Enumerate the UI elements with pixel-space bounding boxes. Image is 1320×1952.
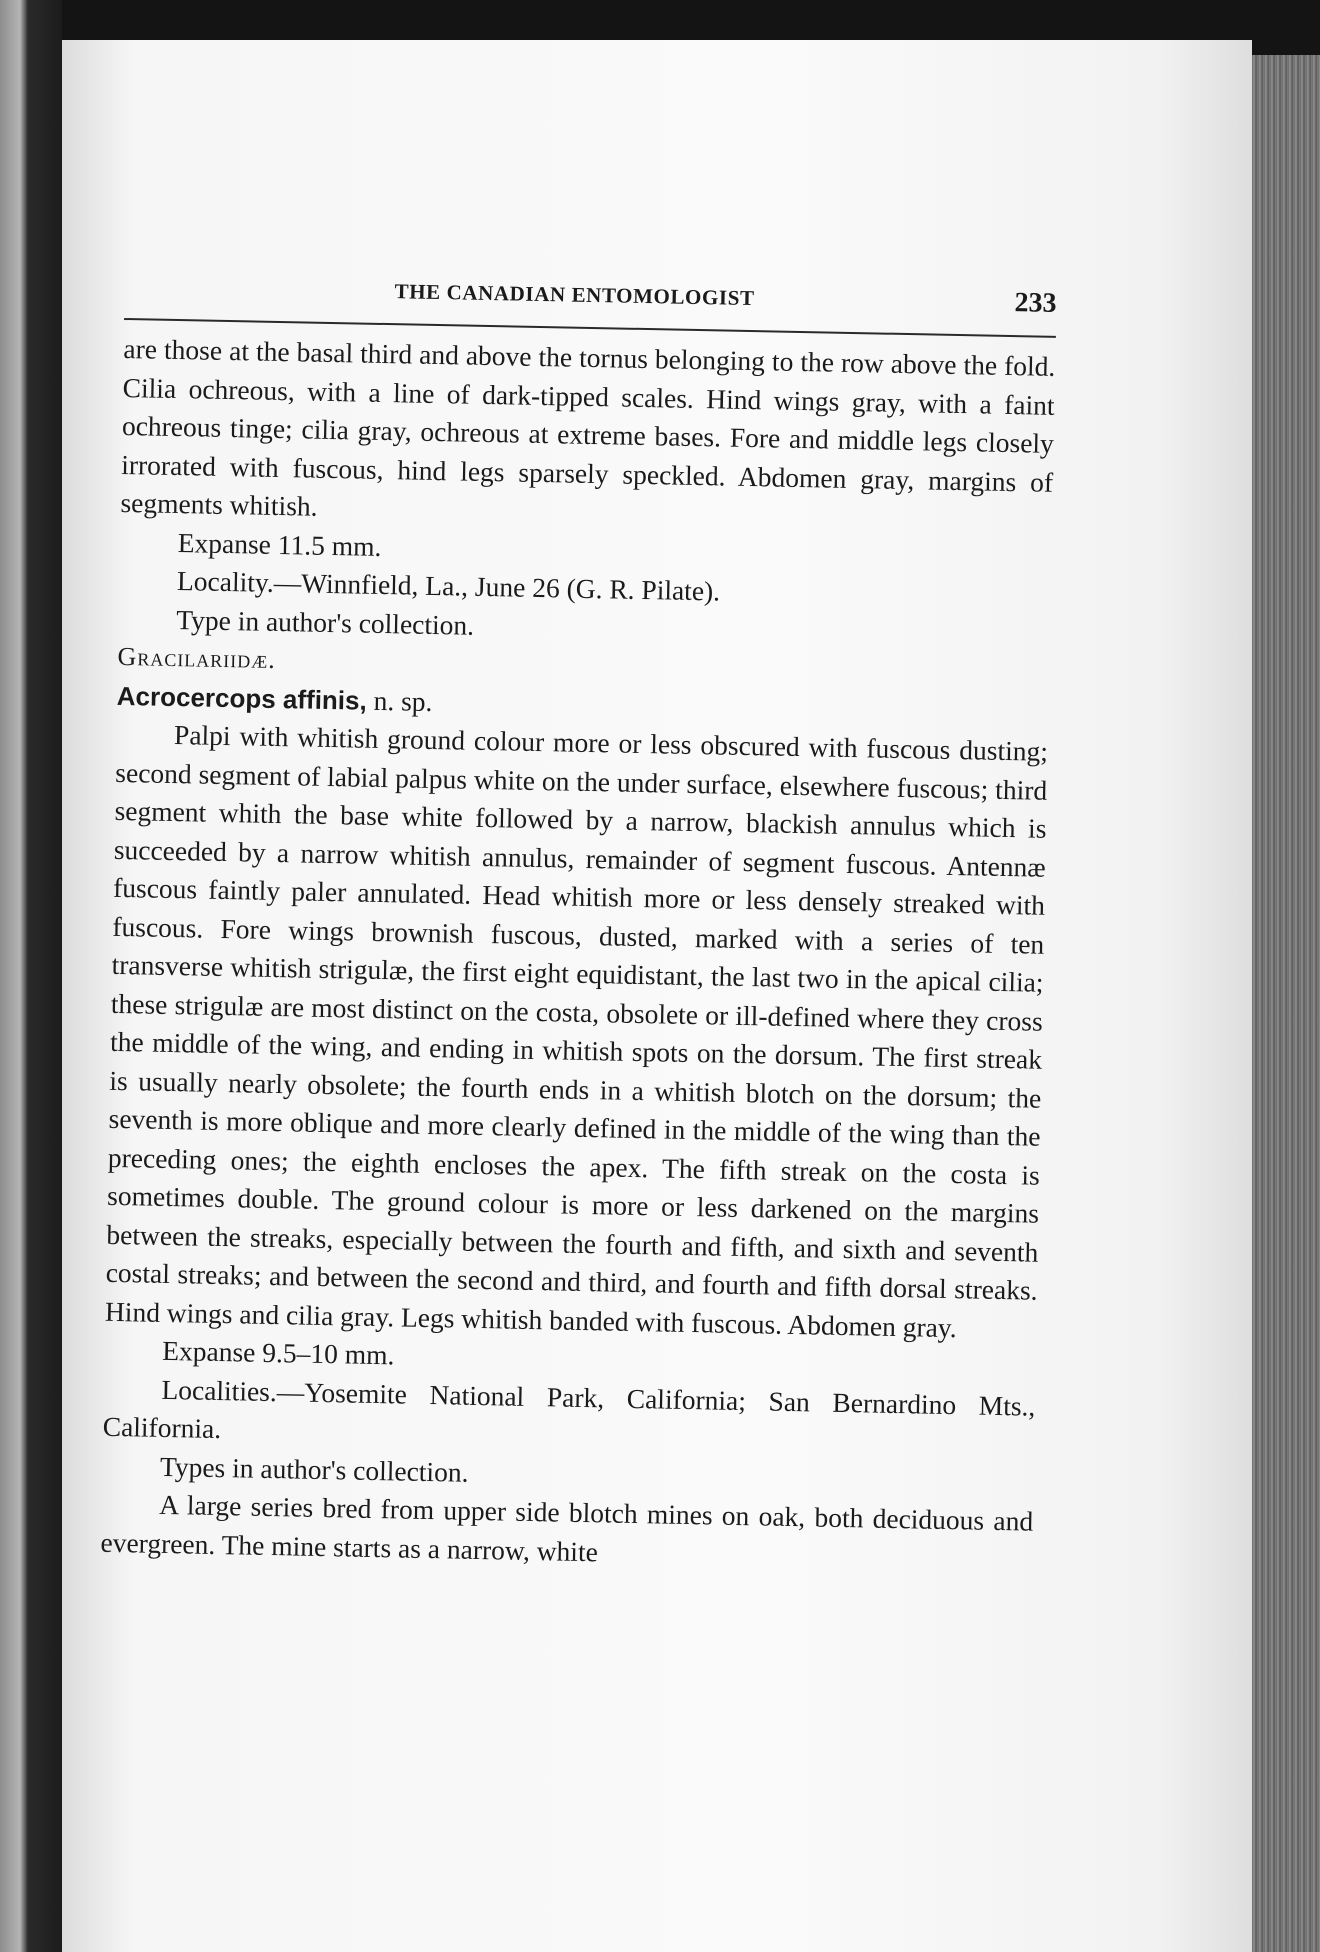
species-suffix: n. sp. — [366, 684, 433, 717]
locality-line: Locality.—Winnfield, La., June 26 (G. R. Pilate). — [176, 565, 721, 607]
types-line: Types in author's collection. — [159, 1450, 469, 1488]
page-stack-edges — [1252, 55, 1320, 1952]
continuation-paragraph: are those at the basal third and above the tornus belonging to the row above the fold. Cilia ochreous, with a line of dark-tipped scales. Hind wings gray, with a faint ochreous tinge; cilia gray, ochreous at extreme bases. Fore and middle legs closely irrorated with fuscous, hind legs sparsely speckled. Abdomen gray, margins of segments whitish. — [120, 332, 1056, 522]
localities-line: Localities.—Yosemite National Park, California; San Bernardino Mts., California. — [102, 1373, 1036, 1445]
page-number: 233 — [1014, 287, 1057, 319]
family-heading: Gracilariidæ. — [117, 641, 277, 674]
type-line: Type in author's collection. — [176, 603, 475, 641]
page-content — [100, 270, 1057, 1580]
biology-paragraph: A large series bred from upper side blotch mines on oak, both deciduous and evergreen. The mine starts as a narrow, white — [100, 1488, 1034, 1567]
body-text — [100, 330, 1055, 1580]
description-paragraph: Palpi with whitish ground colour more or less obscured with fuscous dusting; second segment of labial palpus white on the under surface, elsewhere fuscous; third segment whith the base white followed by a narrow, blackish annulus which is succeeded by a narrow whitish annulus, remainder of segment fuscous. Antennæ fuscous faintly paler annulated. Head whitish more or less densely streaked with fuscous. Fore wings brownish fuscous, dusted, marked with a series of ten transverse whitish strigulæ, the first eight equidistant, the last two in the apical cilia; these strigulæ are most distinct on the costa, obsolete or ill-defined where they cross the middle of the wing, and ending in whitish spots on the dorsum. The first streak is usually nearly obsolete; the fourth ends in a whitish blotch on the dorsum; the seventh is more oblique and more clearly defined in the middle of the wing than the preceding ones; the eighth encloses the apex. The fifth streak on the costa is sometimes double. The ground colour is more or less darkened on the margins between the streaks, especially between the fourth and fifth, and sixth and seventh costal streaks; and between the second and third, and fourth and fifth dorsal streaks. Hind wings and cilia gray. Legs whitish banded with fuscous. Abdomen gray. — [104, 719, 1049, 1343]
expanse-line: Expanse 11.5 mm. — [177, 526, 382, 562]
expanse-line-2: Expanse 9.5–10 mm. — [161, 1334, 395, 1371]
book-gutter-shadow — [0, 0, 62, 1952]
journal-title: THE CANADIAN ENTOMOLOGIST — [394, 279, 755, 311]
species-name: Acrocercops affinis, — [116, 680, 368, 716]
